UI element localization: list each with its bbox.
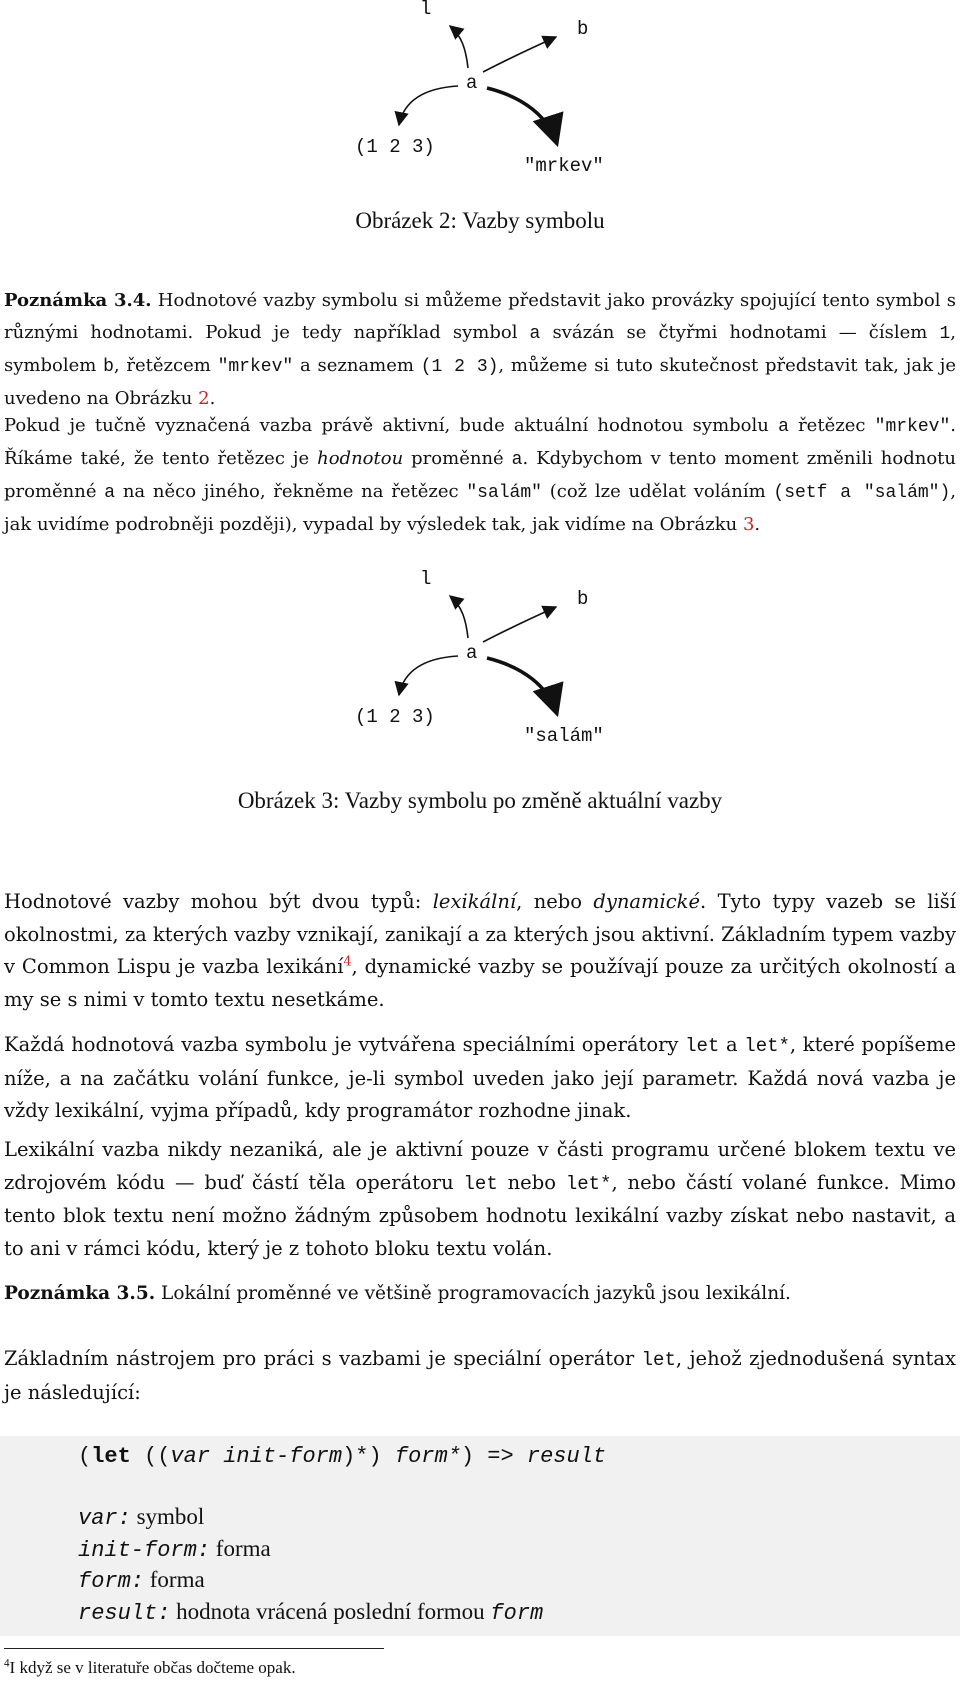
syntax-var: var: symbol	[78, 1504, 205, 1531]
note-3-5: Poznámka 3.5. Lokální proměnné ve většině programovacích jazyků jsou lexikální.	[4, 1283, 791, 1304]
paragraph-active-binding: Pokud je tučně vyznačená vazba právě aktivní, bude aktuální hodnotou symbolu a řetězec "mrkev". Říkáme také, že tento řetězec je hodnotou proměnné a. Kdybychom v tento moment změnili hodnotu proměnné a na něco jiného, řekněme na řetězec "salám" (což lze udělat voláním (setf a "salám"), jak uvidíme podrobněji později), vypadal by výsledek tak, jak vidíme na Obrázku 3.	[4, 415, 957, 535]
arrow-to-b	[483, 37, 556, 72]
figure-3-arrows	[0, 570, 960, 770]
note-label: Poznámka 3.5.	[4, 1283, 156, 1304]
node-list: (1 2 3)	[355, 136, 435, 158]
syntax-result: result: hodnota vrácená poslední formou form	[78, 1599, 544, 1626]
node-list: (1 2 3)	[355, 706, 435, 728]
note-label: Poznámka 3.4.	[4, 290, 152, 311]
paragraph-let-intro: Základním nástrojem pro práci s vazbami je speciální operátor let, jehož zjednodušená syntax je následující:	[4, 1347, 956, 1404]
node-b: b	[577, 18, 589, 40]
footnote: $^4$I když se v literatuře občas dočteme opak.	[4, 1657, 296, 1677]
arrow-to-b	[483, 607, 556, 642]
paragraph-each-binding: Každá hodnotová vazba symbolu je vytvářena speciálními operátory let a let*, které popíšeme níže, a na začátku volání funkce, je-li symbol uveden jako její parametr. Každá nová vazba je vždy lexikální, vyjma případů, kdy programátor rozhodne jinak.	[4, 1033, 957, 1122]
node-a: a	[466, 642, 478, 664]
node-string: "salám"	[524, 725, 604, 747]
paragraph-lexical-binding: Lexikální vazba nikdy nezaniká, ale je aktivní pouze v části programu určené blokem textu ve zdrojovém kódu — buď částí těla operátoru let nebo let*, nebo částí volané funkce. Mimo tento blok textu není možno žádným způsobem hodnotu lexikální vazby získat nebo nastavit, a to ani v rámci kódu, který je z tohoto bloku textu volán.	[4, 1138, 956, 1260]
footnote-ref[interactable]: 4	[343, 953, 352, 969]
arrow-to-l	[450, 26, 468, 68]
node-string: "mrkev"	[524, 155, 604, 177]
syntax-form: form: forma	[78, 1567, 205, 1594]
figure-ref-link[interactable]: 2	[198, 388, 210, 409]
figure-ref-link[interactable]: 3	[742, 514, 755, 535]
node-l: l	[420, 0, 432, 20]
figure-2-arrows	[0, 0, 960, 200]
syntax-block	[0, 1436, 960, 1636]
syntax-signature: (let ((var init-form)*) form*) => result	[78, 1444, 607, 1469]
note-3-4: Poznámka 3.4. Hodnotové vazby symbolu si můžeme představit jako provázky spojující tento symbol s různými hodnotami. Pokud je tedy například symbol a svázán se čtyřmi hodnotami — číslem 1, symbolem b, řetězcem "mrkev" a seznamem (1 2 3), můžeme si tuto skutečnost představit tak, jak je uvedeno na Obrázku 2.	[4, 290, 956, 409]
arrow-to-list	[399, 86, 458, 125]
arrow-to-l	[450, 596, 468, 638]
figure-3-caption: Obrázek 3: Vazby symbolu po změně aktuální vazby	[237, 788, 723, 813]
paragraph-binding-types: Hodnotové vazby mohou být dvou typů: lexikální, nebo dynamické. Tyto typy vazeb se liší okolnostmi, za kterých vazby vznikají, zanikají a za kterých jsou aktivní. Základním typem vazby v Common Lispu je vazba lexikání$^4$, dynamické vazby se používají pouze za určitých okolností a my se s nimi v tomto textu nesetkáme.	[4, 890, 957, 1011]
footnote-divider	[4, 1648, 384, 1649]
figure-2-caption: Obrázek 2: Vazby symbolu	[355, 208, 605, 233]
node-l: l	[420, 568, 432, 590]
node-a: a	[466, 72, 478, 94]
arrow-to-string-bold	[487, 88, 557, 144]
syntax-init-form: init-form: forma	[78, 1536, 271, 1563]
arrow-to-string-bold	[487, 658, 557, 714]
figure-3	[0, 570, 960, 830]
node-b: b	[577, 588, 589, 610]
figure-2	[0, 0, 960, 250]
arrow-to-list	[399, 656, 458, 695]
